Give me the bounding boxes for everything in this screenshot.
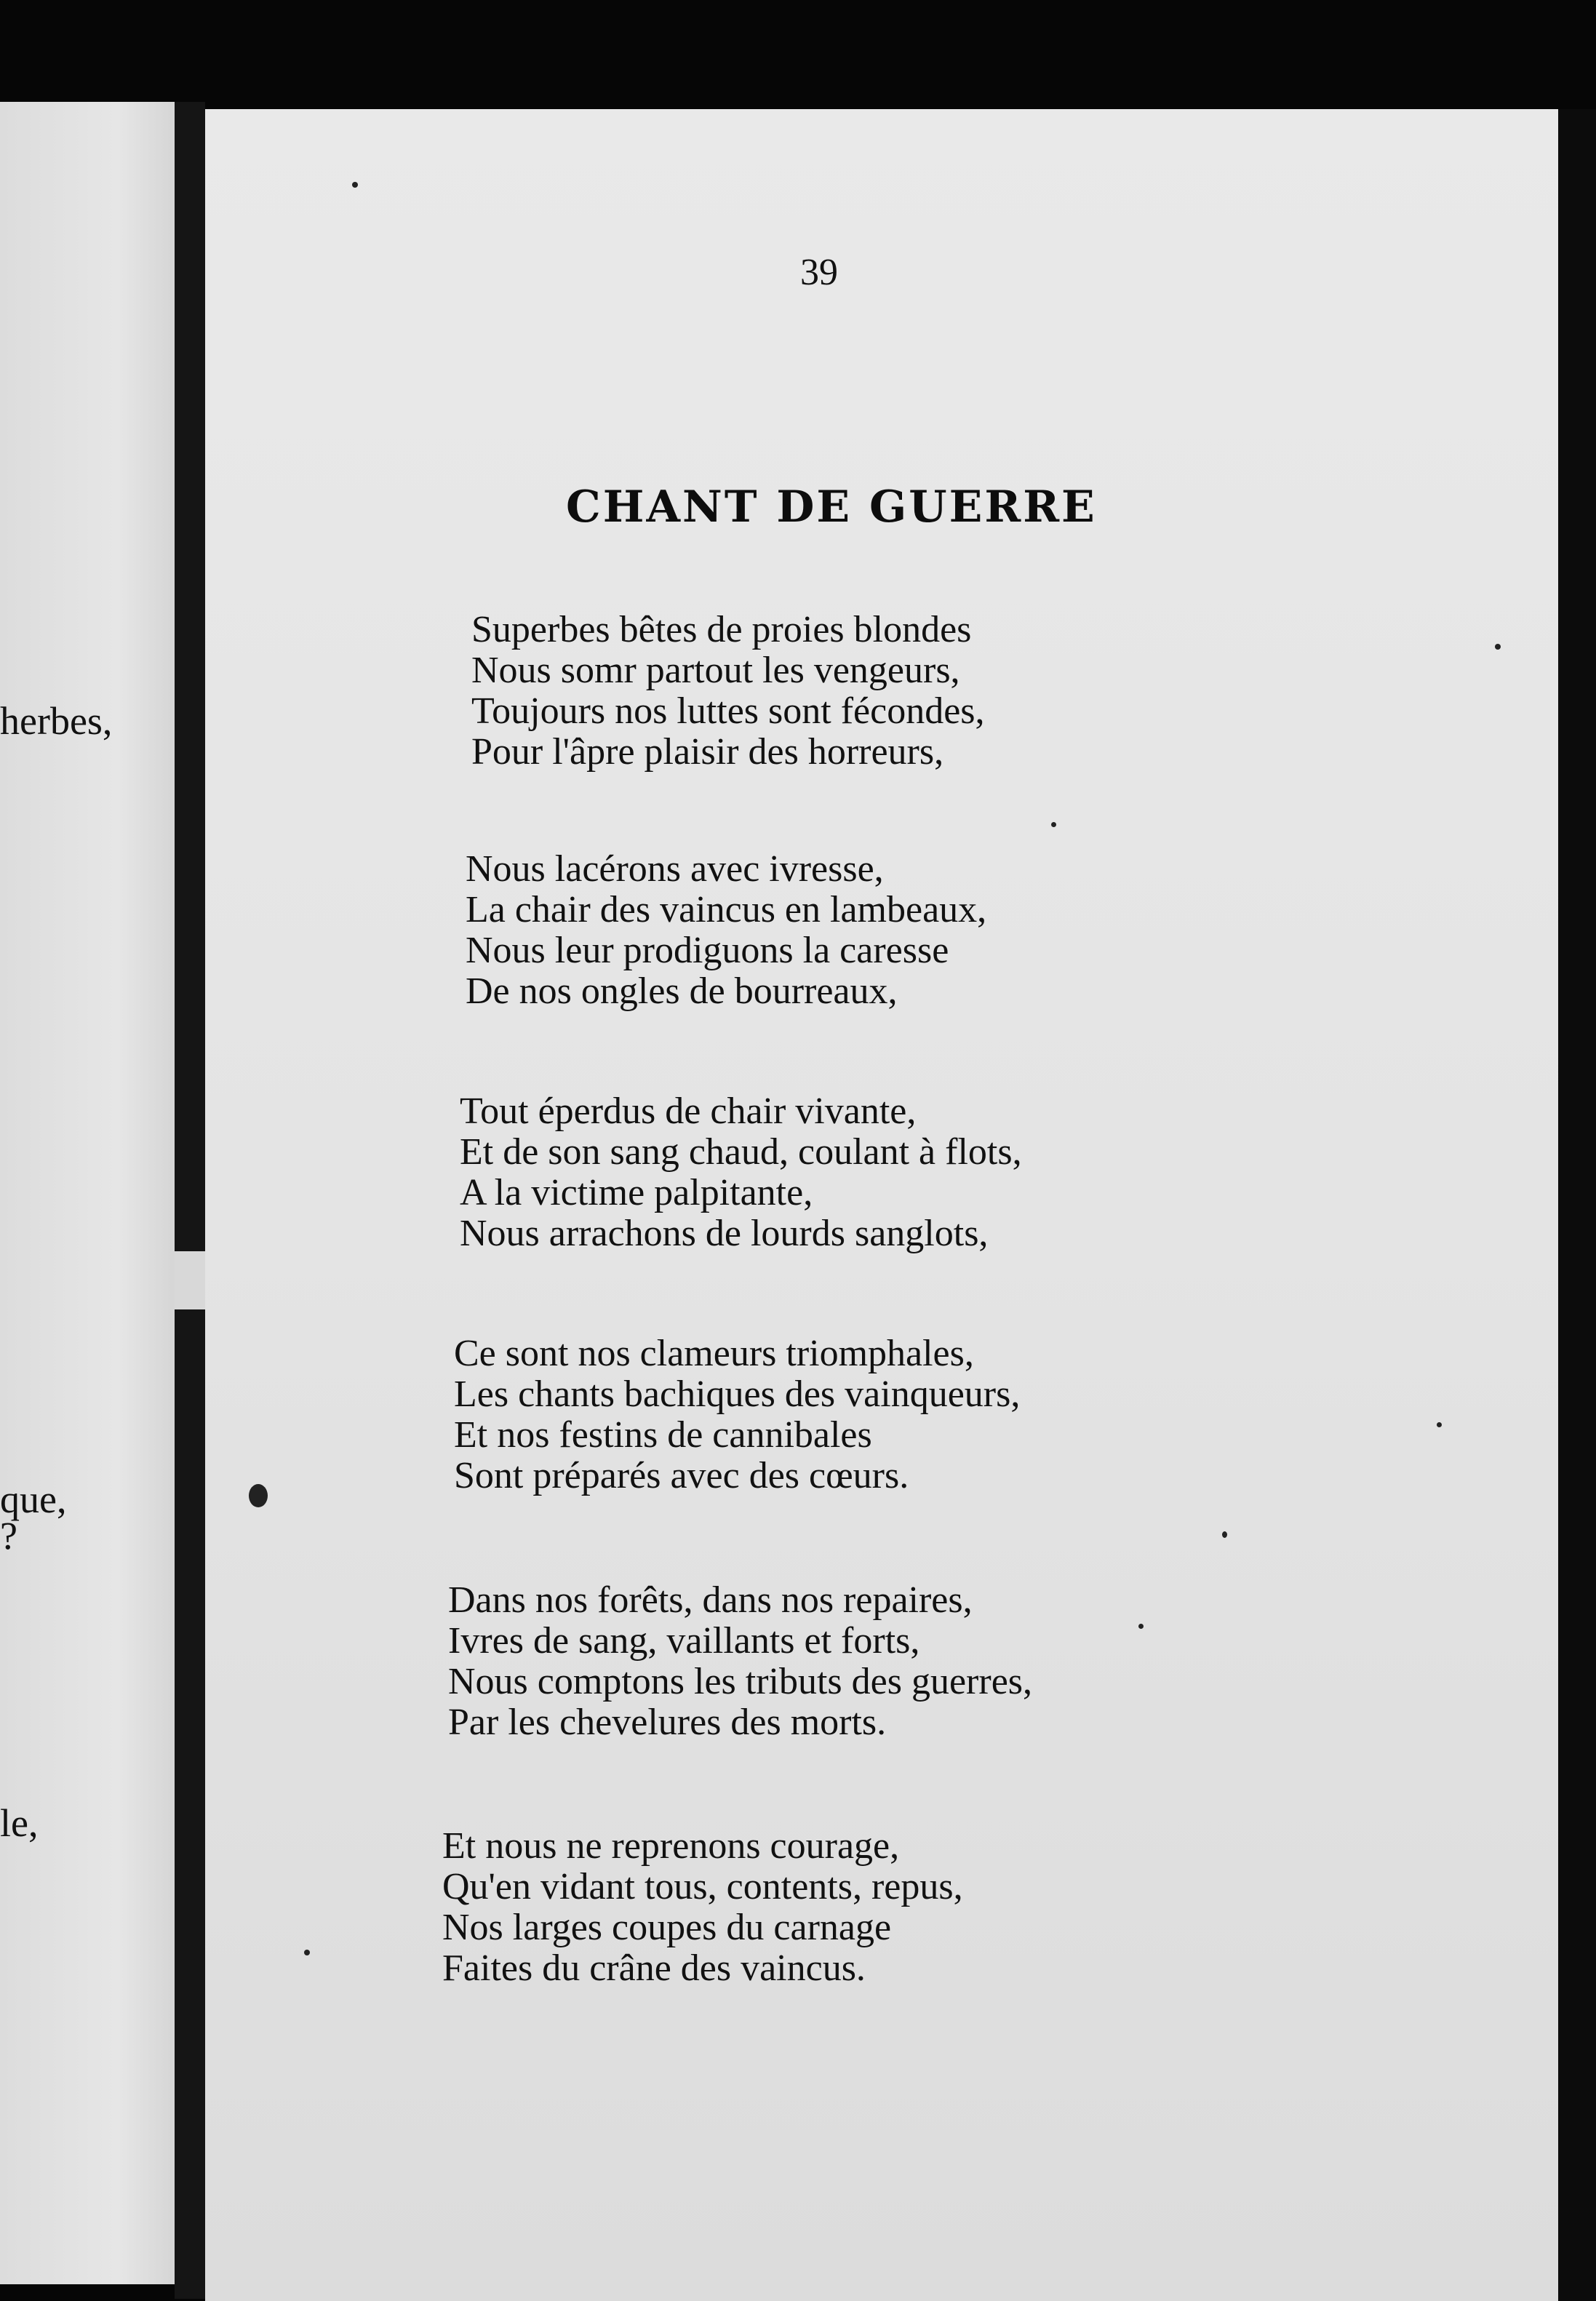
stanza-3 <box>460 1091 1022 1254</box>
stanza-5 <box>448 1580 1032 1743</box>
verse-line: A la victime palpitante, <box>460 1172 813 1213</box>
ink-speck <box>1138 1624 1144 1629</box>
verse-line: Tout éperdus de chair vivante, <box>460 1090 917 1132</box>
verse-line: Dans nos forêts, dans nos repaires, <box>448 1579 973 1621</box>
ink-speck <box>1437 1422 1442 1427</box>
verse-line: Pour l'âpre plaisir des horreurs, <box>471 731 944 773</box>
verse-line: Nous lacérons avec ivresse, <box>466 848 884 890</box>
verse-line: Nous leur prodiguons la caresse <box>466 930 949 971</box>
ink-speck <box>1495 644 1501 650</box>
left-page-fragment: herbes, <box>0 699 113 743</box>
binding-gap <box>175 1251 205 1309</box>
verse-line: Qu'en vidant tous, contents, repus, <box>442 1866 963 1907</box>
stanza-4 <box>454 1333 1020 1496</box>
ink-speck <box>304 1950 310 1955</box>
left-page-fragment: le, <box>0 1801 39 1845</box>
verse-line: La chair des vaincus en lambeaux, <box>466 889 987 930</box>
page-edge-shadow <box>1558 109 1596 2301</box>
left-page <box>0 102 196 2284</box>
verse-line: Sont préparés avec des cœurs. <box>454 1455 909 1496</box>
verse-line: Par les chevelures des morts. <box>448 1702 887 1743</box>
verse-line: Et de son sang chaud, coulant à flots, <box>460 1131 1022 1173</box>
left-page-fragment: ? <box>0 1514 17 1558</box>
verse-line: Et nous ne reprenons courage, <box>442 1825 900 1867</box>
verse-line: Nous arrachons de lourds sanglots, <box>460 1213 989 1254</box>
verse-line: Les chants bachiques des vainqueurs, <box>454 1373 1021 1415</box>
verse-line: De nos ongles de bourreaux, <box>466 970 898 1012</box>
verse-line: Ivres de sang, vaillants et forts, <box>448 1620 920 1662</box>
left-page-fragment: que, <box>0 1477 67 1521</box>
page-number: 39 <box>800 252 838 293</box>
verse-line: Toujours nos luttes sont fécondes, <box>471 690 985 732</box>
book-binding <box>175 102 205 2299</box>
poem-title: CHANT DE GUERRE <box>566 482 1097 533</box>
verse-line: Ce sont nos clameurs triomphales, <box>454 1333 974 1374</box>
ink-speck <box>1051 822 1056 827</box>
verse-line: Nous somr partout les vengeurs, <box>471 650 960 691</box>
verse-line: Nos larges coupes du carnage <box>442 1907 892 1948</box>
verse-line: Faites du crâne des vaincus. <box>442 1947 866 1989</box>
ink-speck <box>352 182 358 188</box>
ink-speck <box>1222 1531 1227 1538</box>
verse-line: Et nos festins de cannibales <box>454 1414 872 1456</box>
stanza-2 <box>466 849 986 1012</box>
stanza-1 <box>471 610 985 773</box>
stanza-6 <box>442 1826 963 1989</box>
ink-speck <box>249 1484 268 1507</box>
verse-line: Superbes bêtes de proies blondes <box>471 609 972 650</box>
verse-line: Nous comptons les tributs des guerres, <box>448 1661 1033 1702</box>
